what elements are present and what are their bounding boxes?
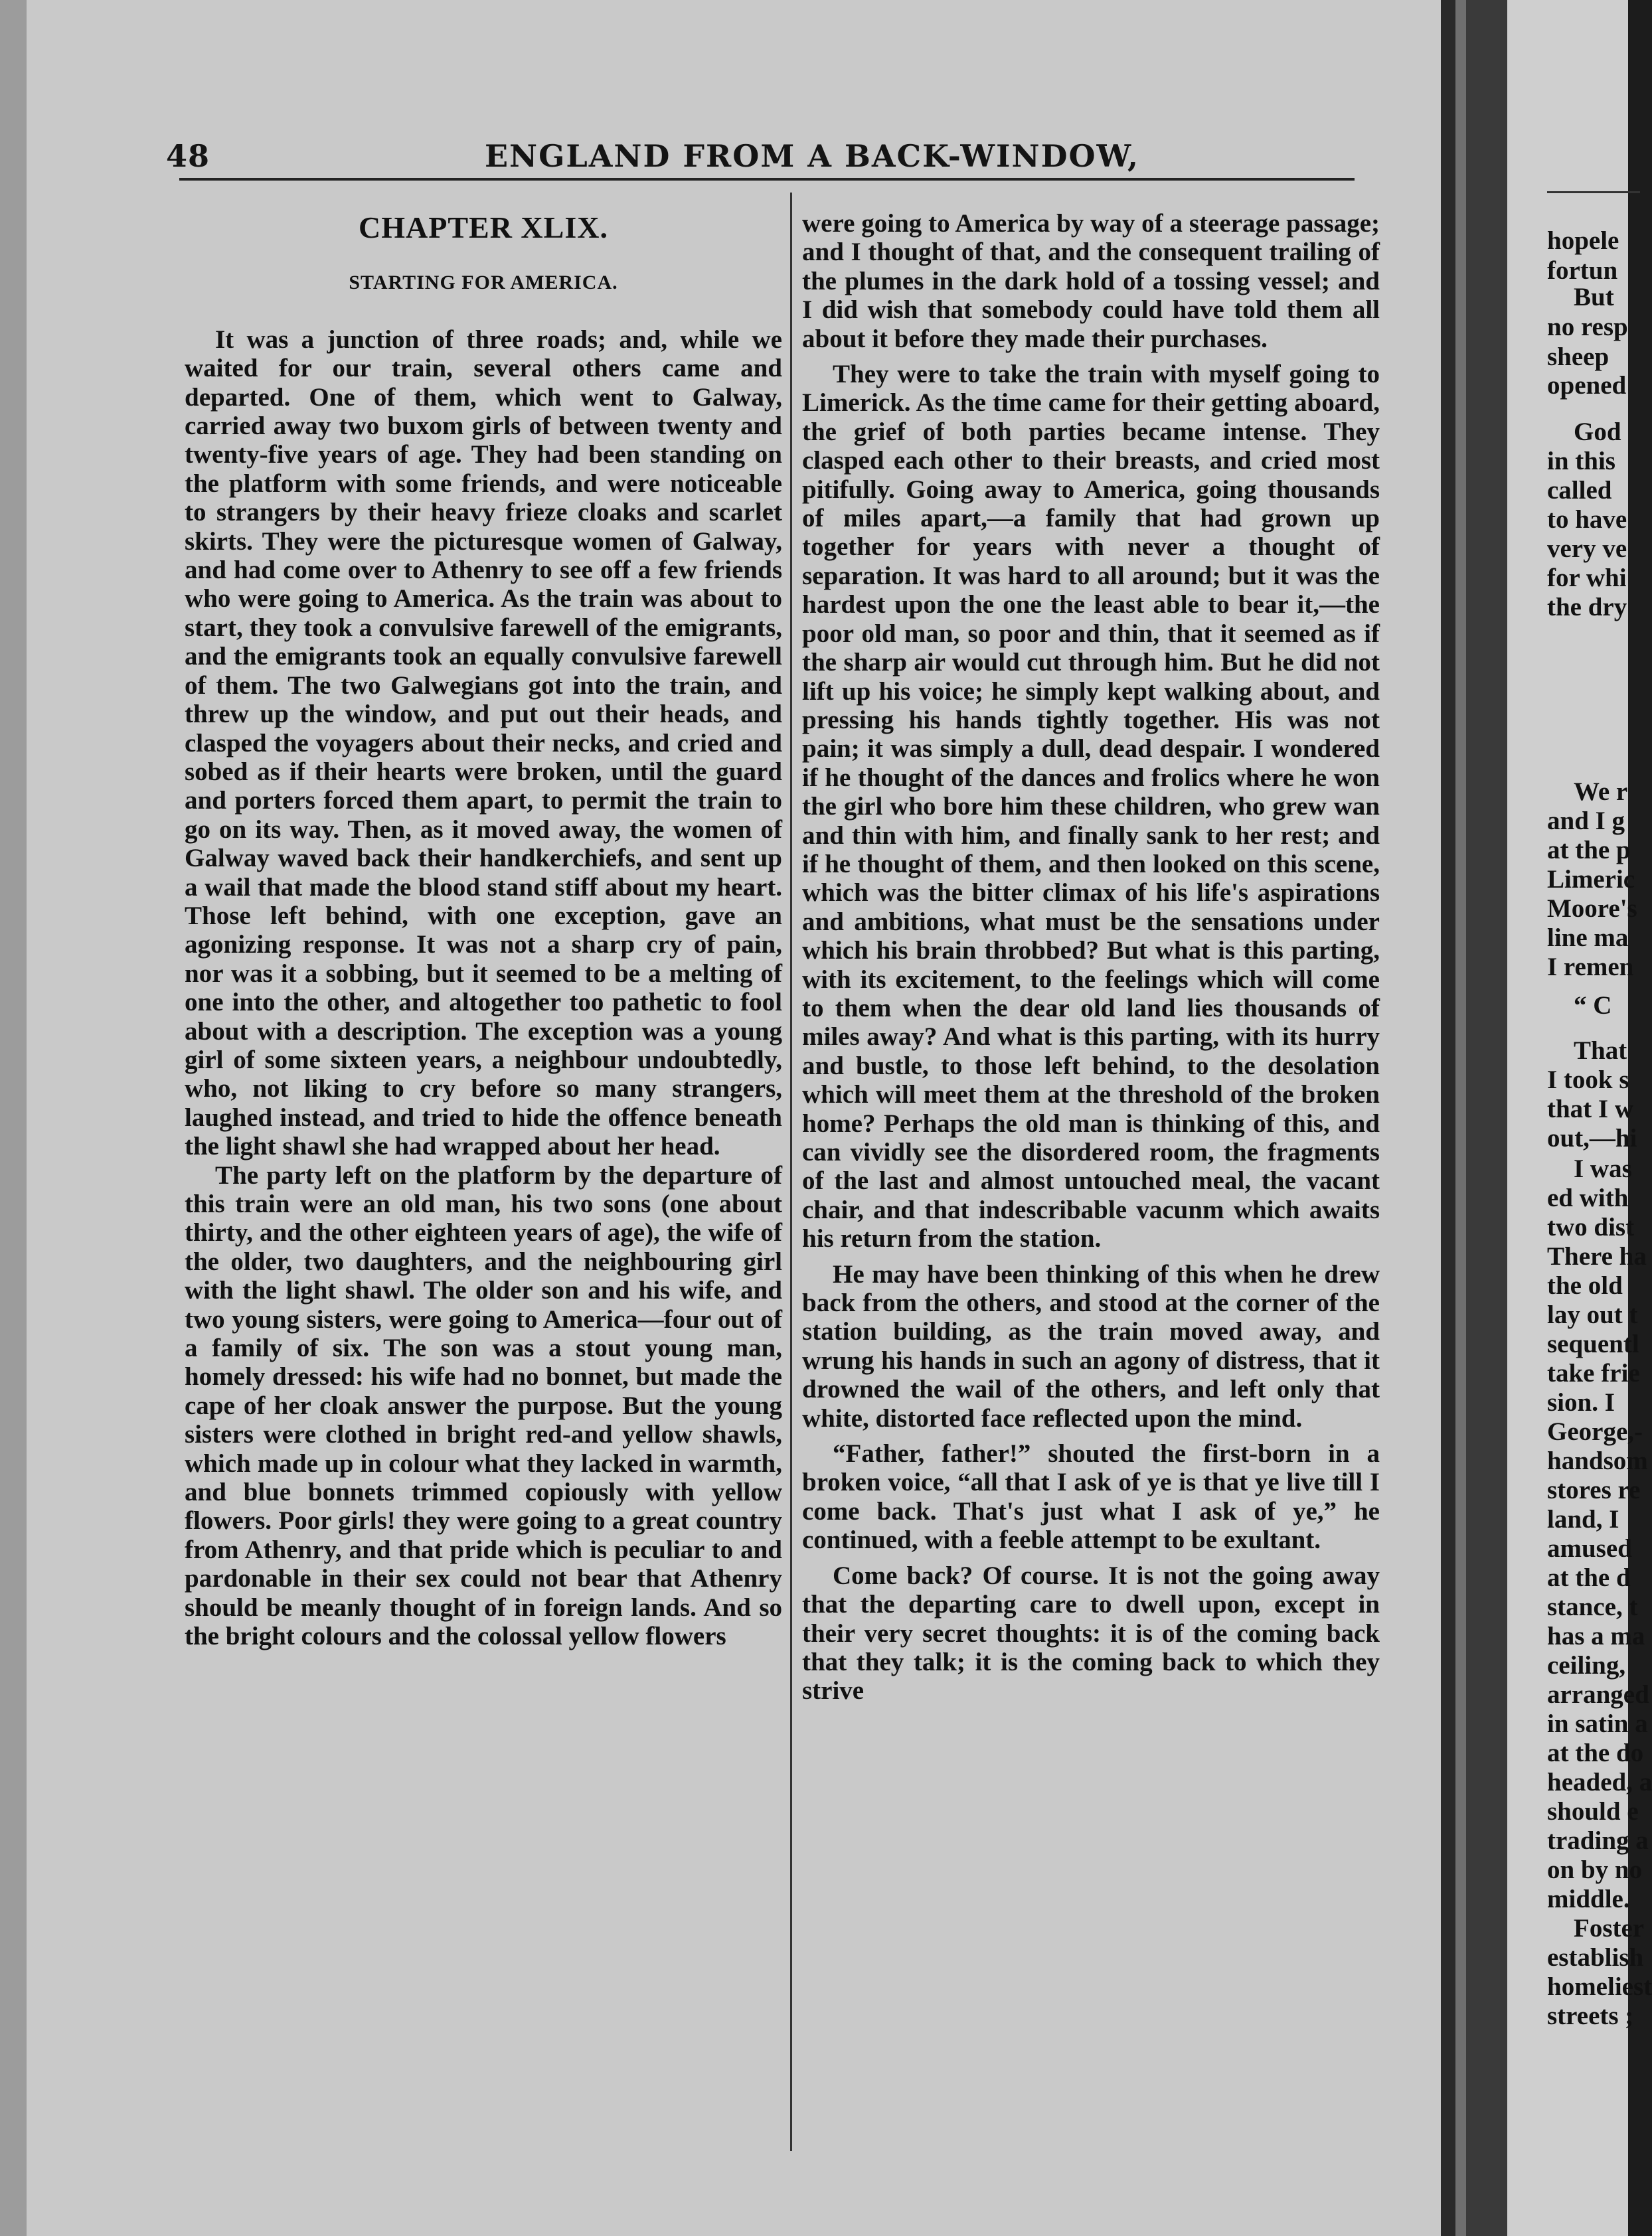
next-page-line: Limeric [1547,865,1635,894]
next-page-line: ed with [1547,1184,1629,1212]
next-page-line: in this [1547,447,1615,475]
right-column [802,209,1380,1706]
next-page-line: I was [1574,1155,1632,1183]
next-page-line: for whi [1547,564,1627,592]
next-page-line: two dist [1547,1213,1635,1241]
next-page-line: called [1547,476,1612,505]
next-page-line: stores re [1547,1476,1641,1504]
next-page-line: no resp [1547,313,1628,341]
next-page-line: the old [1547,1271,1623,1300]
next-page-line: sequentl [1547,1330,1639,1358]
next-page-line: middle. [1547,1885,1630,1913]
next-page-line: at the p [1547,836,1631,864]
next-page-header-rule [1547,191,1640,193]
left-page-edge [0,0,27,2236]
page-number: 48 [166,138,210,174]
next-page-line: There ha [1547,1242,1647,1271]
next-page-line: in satin a [1547,1710,1648,1738]
paragraph: It was a junction of three roads; and, while we waited for our train, several others came and departed. One of them, which went to Galway, carried away two buxom girls of between twenty and twenty-five years of age. They had been standing on the platform with some friends, and were noticeable to strangers by their heavy frieze cloaks and scarlet skirts. They were the picturesque women of Galway, and had come over to Athenry to see off a few friends who were going to America. As the train was about to start, they took a convulsive farewell of the emigrants, and the emigrants took an equally convulsive farewell of them. The two Galwegians got into the train, and threw up the window, and put out their heads, and clasped the voyagers about their necks, and cried and sobed as if their hearts were broken, until the guard and porters forced them apart, to permit the train to go on its way. Then, as it moved away, the women of Galway waved back their handkerchiefs, and sent up a wail that made the blood stand stiff about my heart. Those left behind, with one exception, gave an agonizing response. It was not a sharp cry of pain, nor was it a sobbing, but it seemed to be a melting of one into the other, and altogether too pathetic to fool about with a description. The exception was a young girl of some sixteen years, a neighbour undoubtedly, who, not liking to cry before so many strangers, laughed instead, and tried to hide the offence beneath the light shawl she had wrapped about her head. [185,325,782,1161]
next-page-line: on by no [1547,1856,1643,1884]
next-page-line: “ C [1574,991,1612,1020]
next-page-line: That [1574,1036,1627,1065]
next-page-line: streets ; [1547,2002,1634,2030]
next-page-line: to have [1547,505,1627,534]
paragraph: were going to America by way of a steerage passage; and I thought of that, and the consequent trailing of the plumes in the dark hold of a tossing vessel; and I did wish that somebody could have told them all about it before they made their purchases. [802,209,1380,353]
next-page-line: But [1574,283,1614,311]
next-page-line: fortun [1547,256,1618,285]
next-page-line: at the do [1547,1739,1644,1767]
next-page-line: trading a [1547,1826,1649,1855]
next-page-line: We r [1574,777,1628,806]
next-page-line: handsom [1547,1447,1648,1475]
next-page-line: Foster [1574,1914,1645,1943]
next-page-line: establish [1547,1943,1644,1972]
next-page-line: Moore's [1547,894,1637,923]
next-page-line: I took s [1547,1066,1629,1094]
next-page-line: hopele [1547,226,1619,255]
next-page-line: lay out t [1547,1301,1638,1329]
next-page-line: at the d [1547,1563,1631,1592]
next-page-line: the dry [1547,593,1627,621]
next-page-line: headed, a [1547,1768,1652,1797]
next-page-line: and I g [1547,807,1625,835]
paragraph: Come back? Of course. It is not the going away that the departing care to dwell upon, except in their very secret thoughts: it is of the coming back that they talk; it is the coming back to which they strive [802,1561,1380,1706]
next-page-line: George,- [1547,1417,1643,1446]
next-page-line: take frie [1547,1359,1640,1388]
chapter-subtitle: STARTING FOR AMERICA. [349,272,618,294]
page-gutter [1441,0,1507,2236]
paragraph: “Father, father!” shouted the first-born in a broken voice, “all that I ask of ye is that ye live till I come back. That's just what I ask of ye,” he continued, with a feeble attempt to be exultant. [802,1439,1380,1555]
next-page-line: God [1574,418,1621,446]
next-page-line: sheep [1547,343,1610,371]
next-page-line: ceiling, [1547,1651,1626,1680]
column-rule [790,193,792,2151]
next-page-line: has a ma [1547,1622,1645,1650]
next-page-line: should e [1547,1797,1639,1826]
running-title: ENGLAND FROM A BACK-WINDOW, [485,138,1140,174]
next-page-fragment [1507,0,1652,2236]
next-page-line: sion. I [1547,1388,1615,1417]
next-page-line: stance, t [1547,1593,1638,1621]
header-rule [179,178,1355,181]
left-column [185,209,782,1651]
next-page-line: amused [1547,1534,1632,1563]
next-page-line: very ve [1547,534,1627,563]
next-page-line: line ma [1547,923,1629,952]
paragraph: The party left on the platform by the departure of this train were an old man, his two sons (one about thirty, and the other eighteen years of age), the wife of the older, two daughters, and the neighbouring girl with the light shawl. The older son and his wife, and two young sisters, were going to America—four out of a family of six. The son was a stout young man, homely dressed: his wife had no bonnet, but made the cape of her cloak answer the purpose. But the young sisters were clothed in bright red-and yellow shawls, which made up in colour what they lacked in warmth, and blue bonnets trimmed copiously with yellow flowers. Poor girls! they were going to a great country from Athenry, and that pride which is peculiar to and pardonable in their sex could not bear that Athenry should be meanly thought of in foreign lands. And so the bright colours and the colossal yellow flowers [185,1160,782,1651]
next-page-line: that I w [1547,1095,1634,1123]
next-page-line: arranged [1547,1680,1649,1709]
chapter-title: CHAPTER XLIX. [359,210,608,244]
next-page-line: opened [1547,371,1627,400]
next-page-line: homeliest [1547,1972,1652,2001]
paragraph: He may have been thinking of this when he drew back from the others, and stood at the corner of the station building, as the train moved away, and wrung his hands in such an agony of distress, that it drowned the wail of the others, and left only that white, distorted face reflected upon the mind. [802,1259,1380,1433]
paragraph: They were to take the train with myself going to Limerick. As the time came for their getting aboard, the grief of both parties became intense. They clasped each other to their breasts, and cried most pitifully. Going away to America, going thousands of miles apart,—a family that had grown up together for years with never a thought of separation. It was hard to all around; but it was the hardest upon the one the least able to bear it,—the poor old man, so poor and thin, that it seemed as if the sharp air would cut through him. But he did not lift up his voice; he simply kept walking about, and pressing his hands tightly together. His was not pain; it was simply a dull, dead despair. I wondered if he thought of the dances and frolics where he won the girl who bore him these children, who grew wan and thin with him, and finally sank to her rest; and if he thought of them, and then looked on this scene, which was the bitter climax of his life's aspirations and ambitions, what must be the sensations under which his brain throbbed? But what is this parting, with its excitement, to the feelings which will come to them when the dear old land lies thousands of miles away? And what is this parting, with its hurry and bustle, to those left behind, to the desolation which will meet them at the threshold of the broken home? Perhaps the old man is thinking of this, and can vividly see the disordered room, the fragments of the last and almost untouched meal, the vacant chair, and that indescribable vacunm which awaits his return from the station. [802,360,1380,1253]
next-page-line: land, I [1547,1505,1619,1534]
next-page-line: I remen [1547,953,1634,981]
next-page-line: out,—hi [1547,1124,1637,1153]
